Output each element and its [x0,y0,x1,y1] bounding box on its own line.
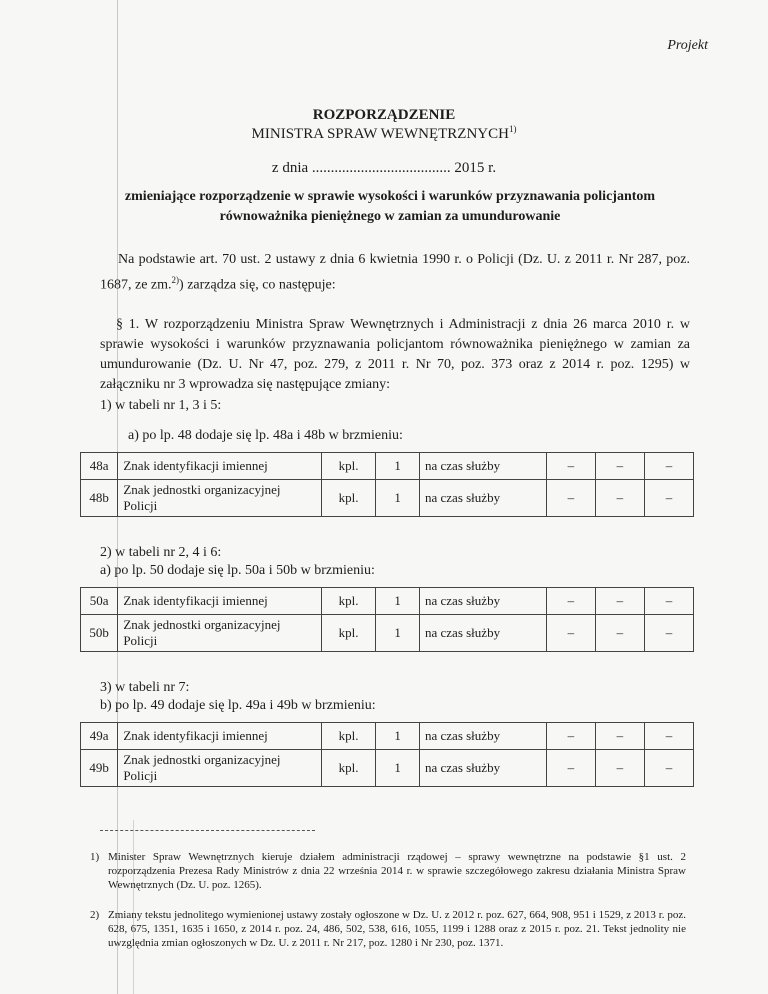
lp-cell: 49b [81,750,118,787]
unit-cell: kpl. [321,480,375,517]
unit-cell: kpl. [321,723,375,750]
dash-cell: – [546,615,595,652]
footnote-ref-2: 2) [171,275,180,285]
item-1: 1) w tabeli nr 1, 3 i 5: [100,398,222,413]
dash-cell: – [595,588,644,615]
name-cell: Znak jednostki organizacyjnej Policji [118,480,322,517]
name-cell: Znak jednostki organizacyjnej Policji [118,750,322,787]
dash-cell: – [644,723,693,750]
item-3b: b) po lp. 49 dodaje się lp. 49a i 49b w brzmieniu: [100,698,376,713]
name-cell: Znak identyfikacji imiennej [118,588,322,615]
document-title-issuer: MINISTRA SPRAW WEWNĘTRZNYCH$^{1)}$ [251,124,517,142]
name-cell: Znak identyfikacji imiennej [118,723,322,750]
footnote-number: 1) [90,851,100,863]
qty-cell: 1 [376,723,420,750]
paragraph-1: § 1. W rozporządzeniu Ministra Spraw Wewnętrznych i Administracji z dnia 26 marca 2010 r. w sprawie wysokości i warunków przyznawania policjantom równoważnika pieniężnego w zamian za umundurowanie (Dz. U. Nr 47, poz. 279, z 2011 r. Nr 70, poz. 373 oraz z 2014 r. poz. 1295) w załączniku nr 3 wprowadza się następujące zmiany: [100,317,690,392]
date-line: z dnia ..................................... 2015 r. [271,160,497,176]
period-cell: na czas służby [419,453,546,480]
dash-cell: – [644,750,693,787]
item-3: 3) w tabeli nr 7: [100,680,190,695]
qty-cell: 1 [376,453,420,480]
table-row [81,588,694,615]
item-2a: a) po lp. 50 dodaje się lp. 50a i 50b w brzmieniu: [100,563,375,578]
dash-cell: – [644,453,693,480]
table-row [81,750,694,787]
dash-cell: – [546,723,595,750]
period-cell: na czas służby [419,480,546,517]
name-cell: Znak identyfikacji imiennej [118,453,322,480]
dash-cell: – [595,615,644,652]
lp-cell: 49a [81,723,118,750]
scan-fold-line-lower [133,820,134,994]
footnote-ref-1: 1) [508,124,517,134]
footnote-text: Zmiany tekstu jednolitego wymienionej ustawy zostały ogłoszone w Dz. U. z 2012 r. poz. 627, 664, 908, 951 i 1529, z 2013 r. poz. 628, 675, 1351, 1635 i 1650, z 2014 r. poz. 24, 486, 502, 538, 616, 1055, 1199 i 1288 oraz z 2015 r. poz. 21. Tekst jednolity nie uwzględnia zmian ogłoszonych w Dz. U. z 2011 r. Nr 217, poz. 1280 i Nr 230, poz. 1371. [108,909,686,949]
lp-cell: 48a [81,453,118,480]
dash-cell: – [644,615,693,652]
qty-cell: 1 [376,588,420,615]
footnote-number: 2) [90,909,100,921]
dash-cell: – [595,723,644,750]
dash-cell: – [644,480,693,517]
table-row [81,615,694,652]
document-title: ROZPORZĄDZENIE [312,107,456,123]
table-row [81,453,694,480]
dash-cell: – [644,588,693,615]
unit-cell: kpl. [321,588,375,615]
lp-cell: 50b [81,615,118,652]
lp-cell: 50a [81,588,118,615]
unit-cell: kpl. [321,750,375,787]
footnote-2 [90,908,686,950]
dash-cell: – [595,480,644,517]
projekt-label: Projekt [667,38,708,53]
preamble: Na podstawie art. 70 ust. 2 ustawy z dnia 6 kwietnia 1990 r. o Policji (Dz. U. z 2011 r. Nr 287, poz. 1687, ze zm.$^{2)}$) zarządza się, co następuje: [100,252,690,293]
dash-cell: – [595,750,644,787]
dash-cell: – [595,453,644,480]
dash-cell: – [546,588,595,615]
lp-cell: 48b [81,480,118,517]
qty-cell: 1 [376,615,420,652]
document-subtitle: zmieniające rozporządzenie w sprawie wysokości i warunków przyznawania policjantom równoważnika pieniężnego w zamian za umundurowanie [124,189,656,224]
amendment-table-2 [80,587,694,652]
dash-cell: – [546,480,595,517]
item-1a: a) po lp. 48 dodaje się lp. 48a i 48b w brzmieniu: [128,428,403,443]
period-cell: na czas służby [419,588,546,615]
item-2: 2) w tabeli nr 2, 4 i 6: [100,545,222,560]
amendment-table-3 [80,722,694,787]
period-cell: na czas służby [419,615,546,652]
footnote-1 [90,850,686,892]
period-cell: na czas służby [419,723,546,750]
unit-cell: kpl. [321,615,375,652]
amendment-table-1 [80,452,694,517]
footnote-separator [100,830,315,831]
table-row [81,480,694,517]
footnote-text: Minister Spraw Wewnętrznych kieruje działem administracji rządowej – sprawy wewnętrzne na podstawie §1 ust. 2 rozporządzenia Prezesa Rady Ministrów z dnia 22 września 2014 r. w sprawie szczegółowego zakresu działania Ministra Spraw Wewnętrznych (Dz. U. poz. 1265). [108,851,686,891]
qty-cell: 1 [376,750,420,787]
dash-cell: – [546,750,595,787]
dash-cell: – [546,453,595,480]
qty-cell: 1 [376,480,420,517]
unit-cell: kpl. [321,453,375,480]
table-row [81,723,694,750]
period-cell: na czas służby [419,750,546,787]
name-cell: Znak jednostki organizacyjnej Policji [118,615,322,652]
